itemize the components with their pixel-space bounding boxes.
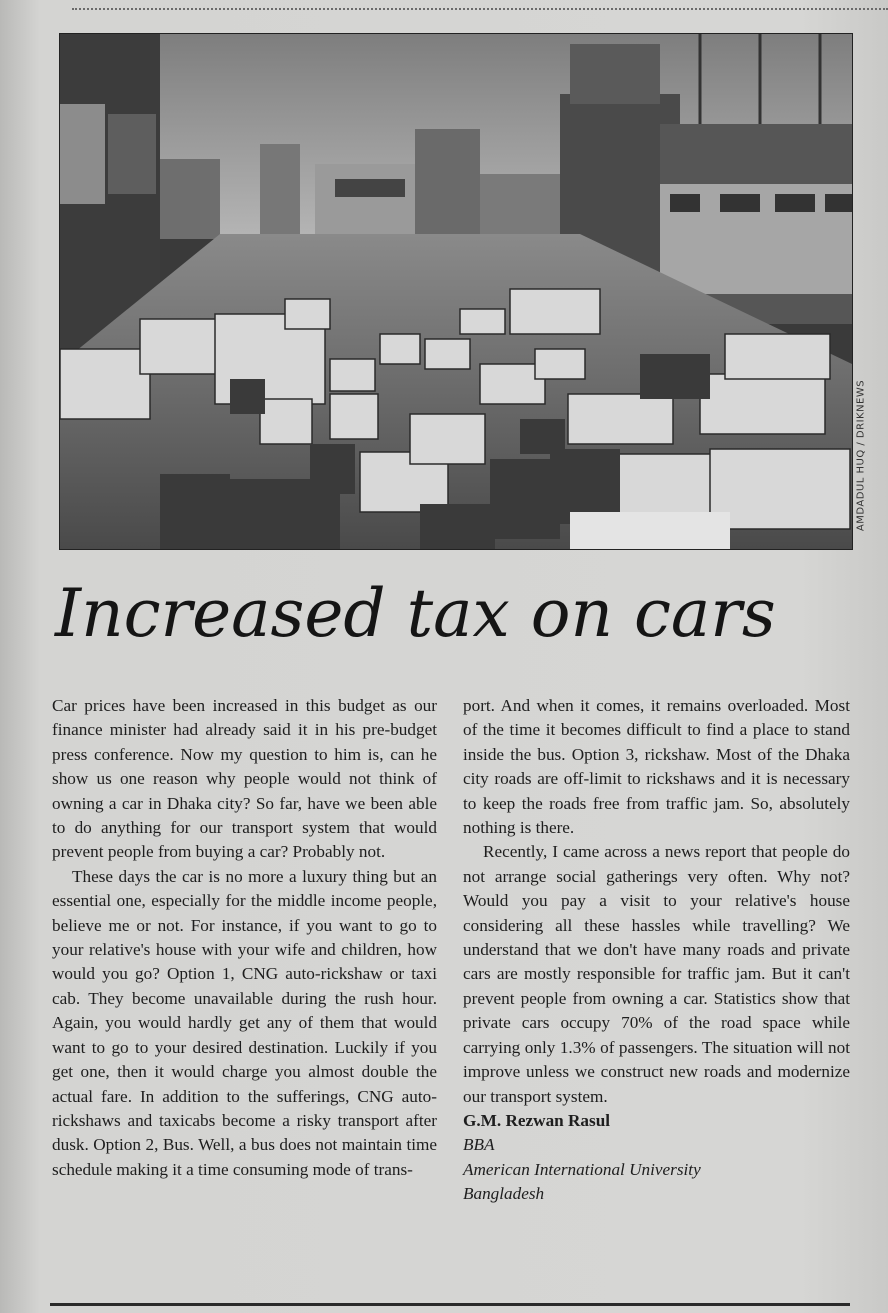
photo-credit-text: AMDADUL HUQ / DRIKNEWS <box>855 379 867 532</box>
author-country: Bangladesh <box>463 1184 545 1204</box>
top-dotted-rule <box>72 8 888 10</box>
bottom-rule <box>50 1303 850 1306</box>
traffic-jam-photo-icon <box>60 34 852 549</box>
author-degree: BBA <box>463 1135 495 1155</box>
paragraph: These days the car is no more a luxury thing but an essential one, especially for the middle income people, believe me or not. For instance, if you want to go to your relative's house with your wife and children, how would you go? Option 1, CNG auto-rickshaw or taxi cab. They become unavailable during the rush hour. Again, you would hardly get any of them that would want to go to your desired destination. Luckily if you get one, then it would charge you almost double the actual fare. In addition to the sufferings, CNG auto-rickshaws and taxicabs become a risky transport after dusk. Option 2, Bus. Well, a bus does not maintain time schedule making it a time consuming mode of trans- <box>52 866 437 1179</box>
article-column-right <box>463 694 850 1207</box>
photo-credit <box>851 378 869 543</box>
paragraph: Recently, I came across a news report that people do not arrange social gatherings very often. Why not? Would you pay a visit to your relative's house considering all these hassles while travelling? We understand that we don't have many roads and private cars are mostly responsible for traffic jam. But it can't prevent people from owning a car. Statistics show that private cars occupy 70% of the road space while carrying only 1.3% of passengers. The situation will not improve unless we construct new roads and modernize our transport system. <box>463 842 850 1106</box>
article-column-left <box>52 694 437 1182</box>
traffic-jam-photo <box>59 33 853 550</box>
article-headline: Increased tax on cars <box>55 575 776 652</box>
author-institution: American International University <box>463 1159 701 1179</box>
paragraph: Car prices have been increased in this budget as our finance minister had already said it in his pre-budget press conference. Now my question to him is, can he show us one reason why people would not think of owning a car in Dhaka city? So far, have we been able to do anything for our transport system that would prevent people from buying a car? Probably not. <box>52 696 437 862</box>
author-name: G.M. Rezwan Rasul <box>463 1110 611 1130</box>
paragraph: port. And when it comes, it remains overloaded. Most of the time it becomes difficult to find a place to stand inside the bus. Option 3, rickshaw. Most of the Dhaka city roads are off-limit to rickshaws and it is necessary to keep the roads free from traffic jam. So, absolutely nothing is there. <box>463 696 850 838</box>
